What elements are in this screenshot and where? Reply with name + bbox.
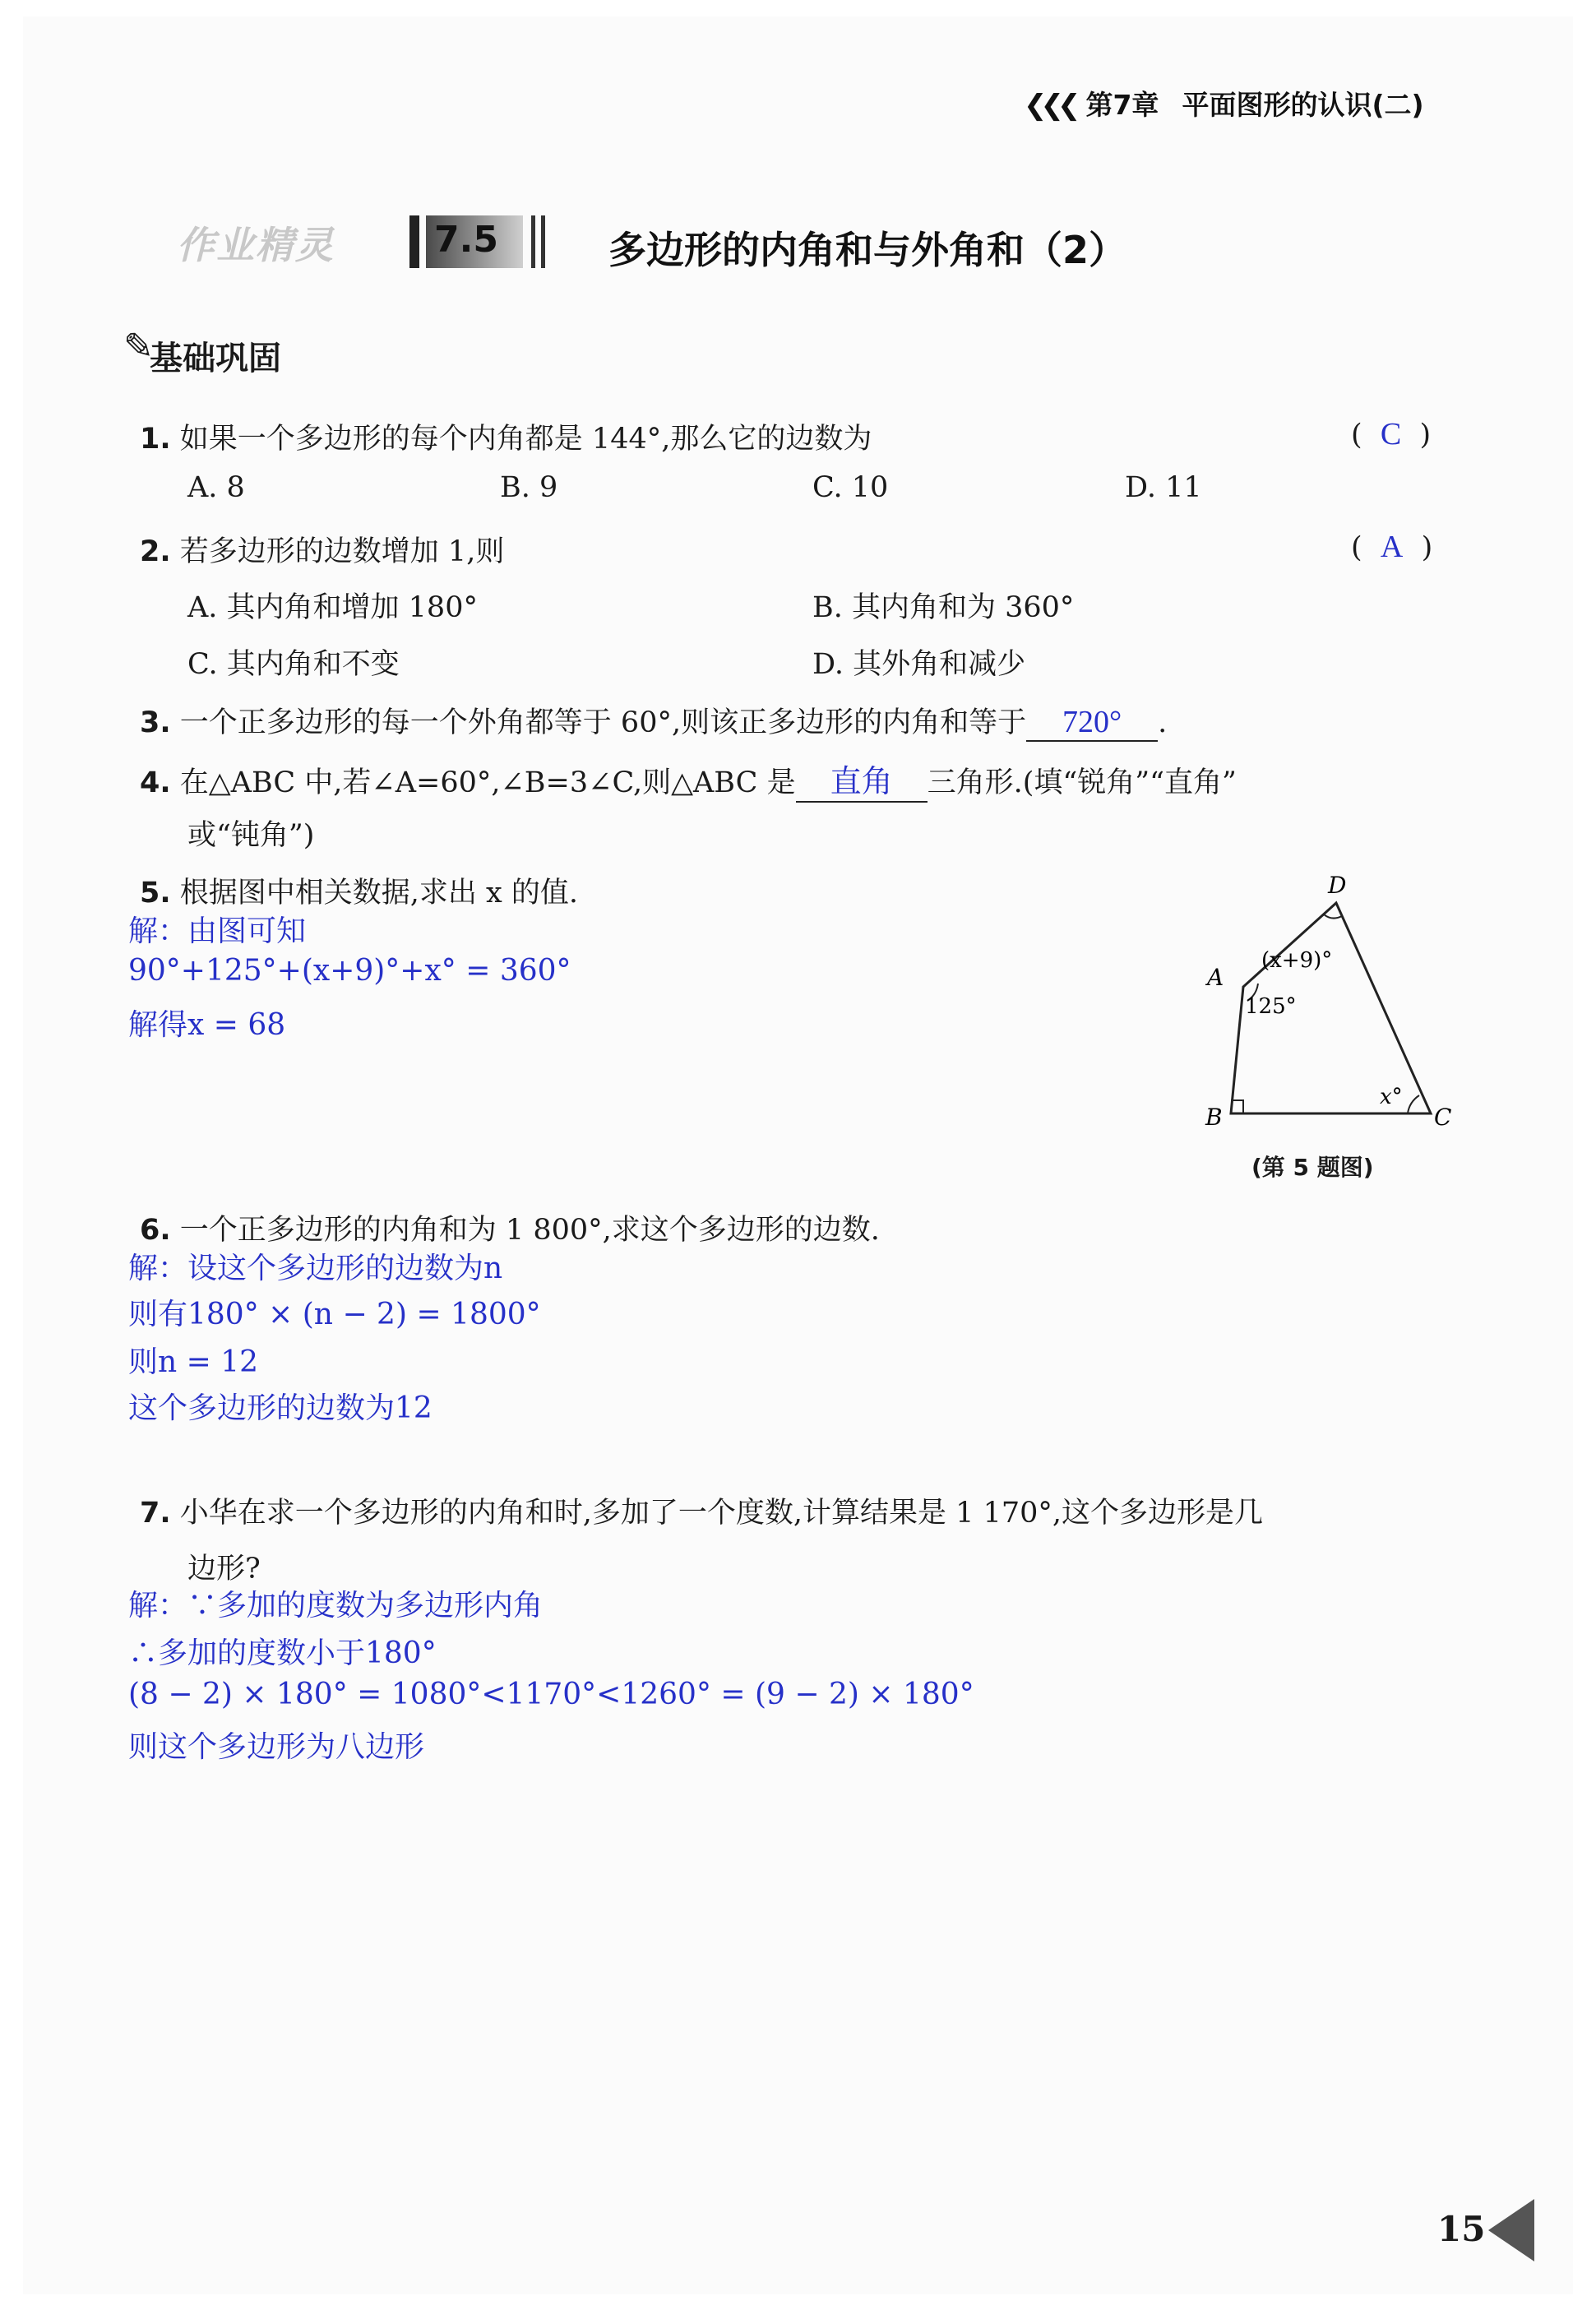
banner-bar-right-1 bbox=[531, 215, 535, 268]
q2-option-b: B. 其内角和为 360° bbox=[812, 591, 1075, 624]
question-4-text: 在△ABC 中,若∠A=60°,∠B=3∠C,则△ABC 是 bbox=[179, 766, 796, 799]
question-5: 5. 根据图中相关数据,求出 x 的值. bbox=[140, 877, 579, 910]
question-7: 7. 小华在求一个多边形的内角和时,多加了一个度数,计算结果是 1 170°,这个多边形是几 bbox=[140, 1497, 1263, 1530]
question-4-line2: 或“钝角”) bbox=[187, 819, 315, 852]
label-b: B bbox=[1205, 1104, 1223, 1131]
q5-figure-caption: (第 5 题图) bbox=[1251, 1154, 1374, 1181]
q6-solution-line-1: 解：设这个多边形的边数为n bbox=[128, 1252, 503, 1285]
question-1: 1. 如果一个多边形的每个内角都是 144°,那么它的边数为 bbox=[140, 423, 872, 456]
question-7-line2: 边形? bbox=[187, 1553, 261, 1586]
question-5-text: 根据图中相关数据,求出 x 的值. bbox=[179, 877, 579, 910]
q7-solution-line-2: ∴多加的度数小于180° bbox=[128, 1636, 437, 1670]
brand-watermark-logo: 作业精灵 bbox=[177, 223, 335, 267]
section-number: 7.5 bbox=[434, 219, 498, 261]
answer-paren-2: ( A ) bbox=[1351, 530, 1433, 564]
answer-blank-4 bbox=[796, 756, 928, 803]
section-title: 多边形的内角和与外角和（2） bbox=[608, 228, 1127, 272]
question-4-tail: 三角形.(填“锐角”“直角” bbox=[927, 766, 1237, 799]
question-3-text: 一个正多边形的每一个外角都等于 60°,则该正多边形的内角和等于 bbox=[179, 706, 1027, 739]
answer-3: 720° bbox=[1062, 705, 1122, 739]
banner-bar-left bbox=[409, 215, 419, 268]
q5-figure bbox=[1184, 863, 1464, 1143]
answer-4: 直角 bbox=[830, 765, 893, 799]
question-2: 2. 若多边形的边数增加 1,则 bbox=[140, 535, 505, 568]
question-6: 6. 一个正多边形的内角和为 1 800°,求这个多边形的边数. bbox=[140, 1214, 880, 1247]
q7-solution-line-4: 则这个多边形为八边形 bbox=[128, 1730, 425, 1764]
q1-option-a: A. 8 bbox=[187, 471, 245, 504]
subsection-title: 基础巩固 bbox=[150, 340, 281, 377]
answer-1: C bbox=[1380, 417, 1402, 451]
q2-option-d: D. 其外角和减少 bbox=[812, 648, 1026, 681]
label-a: A bbox=[1207, 964, 1224, 991]
question-4: 4. 在△ABC 中,若∠A=60°,∠B=3∠C,则△ABC 是 直角 三角形.(填“锐角”“直角” bbox=[140, 756, 1237, 803]
q6-solution-line-3: 则n = 12 bbox=[128, 1345, 259, 1379]
question-2-text: 若多边形的边数增加 1,则 bbox=[179, 535, 505, 568]
answer-paren-1: ( C ) bbox=[1351, 417, 1432, 451]
question-7-text: 小华在求一个多边形的内角和时,多加了一个度数,计算结果是 1 170°,这个多边形是几 bbox=[179, 1497, 1263, 1530]
question-1-text: 如果一个多边形的每个内角都是 144°,那么它的边数为 bbox=[179, 423, 872, 456]
question-3: 3. 一个正多边形的每一个外角都等于 60°,则该正多边形的内角和等于 720° . bbox=[140, 700, 1167, 742]
question-6-text: 一个正多边形的内角和为 1 800°,求这个多边形的边数. bbox=[179, 1214, 880, 1247]
q5-solution-line-3: 解得x = 68 bbox=[128, 1008, 286, 1042]
q5-solution-line-1: 解：由图可知 bbox=[128, 914, 307, 948]
chevrons-icon: ❮❮❮ bbox=[1024, 89, 1075, 122]
label-angle-d: (x+9)° bbox=[1261, 948, 1333, 973]
answer-blank-3 bbox=[1026, 704, 1158, 742]
page-number: 15 bbox=[1437, 2209, 1486, 2249]
q2-option-c: C. 其内角和不变 bbox=[187, 648, 400, 681]
q2-option-a: A. 其内角和增加 180° bbox=[187, 591, 478, 624]
q7-solution-line-1: 解：∵多加的度数为多边形内角 bbox=[128, 1589, 544, 1623]
label-c: C bbox=[1434, 1104, 1452, 1131]
angle-arc-c bbox=[1408, 1095, 1419, 1113]
label-angle-c: x° bbox=[1380, 1085, 1403, 1109]
label-d: D bbox=[1328, 872, 1347, 899]
angle-arc-d bbox=[1324, 914, 1342, 919]
chapter-label: 第7章 bbox=[1085, 89, 1159, 121]
q1-option-b: B. 9 bbox=[500, 471, 558, 504]
q5-solution-line-2: 90°+125°+(x+9)°+x° = 360° bbox=[128, 954, 571, 988]
q1-option-d: D. 11 bbox=[1125, 471, 1202, 504]
page-corner-triangle-icon bbox=[1487, 2197, 1536, 2263]
q7-solution-line-3: (8 − 2) × 180° = 1080°<1170°<1260° = (9 − 2) × 180° bbox=[128, 1678, 974, 1711]
q6-solution-line-4: 这个多边形的边数为12 bbox=[128, 1391, 433, 1425]
running-header bbox=[1024, 84, 1424, 123]
q6-solution-line-2: 则有180° × (n − 2) = 1800° bbox=[128, 1298, 541, 1331]
banner-bar-right-2 bbox=[541, 215, 545, 268]
chapter-title: 平面图形的认识(二) bbox=[1182, 89, 1424, 121]
q1-option-c: C. 10 bbox=[812, 471, 889, 504]
pencil-icon: ✎ bbox=[123, 326, 154, 368]
label-angle-a: 125° bbox=[1245, 994, 1297, 1019]
answer-2: A bbox=[1380, 530, 1404, 564]
